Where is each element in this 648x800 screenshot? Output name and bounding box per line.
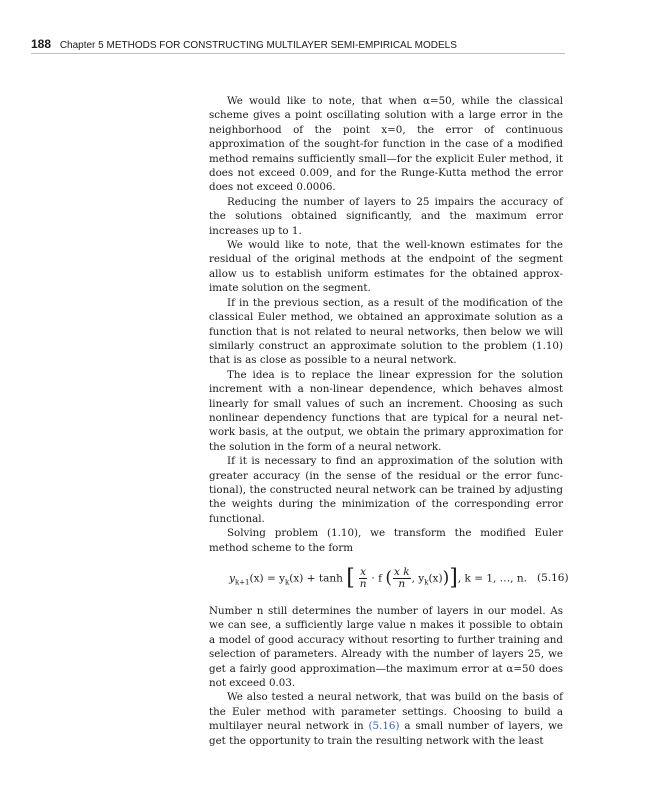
running-header bbox=[31, 37, 565, 53]
fraction-x-over-n: $\frac{x}{n}$ bbox=[359, 566, 367, 590]
paragraph-2: Reducing the number of layers to 25 impairs the accuracy of the solutions obtained significantly, and the maximum error increases up to 1. bbox=[209, 195, 563, 237]
running-title: Chapter 5 METHODS FOR CONSTRUCTING MULTILAYER SEMI-EMPIRICAL MODELS bbox=[59, 40, 457, 51]
paragraph-4: If in the previous section, as a result of the modification of the classical Euler method, we obtained an approximate solution as a function that is not related to neural networks, then below we will similarly construct an approximate solution to the problem (1.10) that is as close as possible to a neural network. bbox=[209, 296, 563, 367]
equation-number: (5.16) bbox=[536, 572, 569, 585]
paragraph-8: Number n still determines the number of layers in our model. As we can see, a sufficiently large value n makes it possible to obtain a model of good accuracy without resorting to further training and selection of parameters. Already with the number of layers 25, we get a fairly good approximation—the maximum error at α=50 does not exceed 0.03. bbox=[209, 605, 563, 690]
paragraph-5: The idea is to replace the linear expression for the solution increment with a non-linear dependence, which behaves almost linearly for small values of such an increment. Choosing as such nonlinear dependency functions that are typical for a neural network basis, at the output, we obtain the primary approximation for the solution in the form of a neural network. bbox=[209, 368, 563, 453]
equation-5-16 bbox=[229, 565, 569, 591]
paragraph-3: We would like to note, that the well-known estimates for the residual of the original methods at the endpoint of the segment allow us to establish uniform estimates for the obtained approximate solution on the segment. bbox=[209, 239, 563, 295]
paragraph-1: We would like to note, that when α=50, while the classical scheme gives a point oscillating solution with a large error in the neighborhood of the point x=0, the error of continuous approximation of the sought-for function in the case of a modified method remains sufficiently small—for the explicit Euler method, it does not exceed 0.009, and for the Runge-Kutta method the error does not exceed 0.0006. bbox=[209, 95, 563, 194]
equation-body: $y_{k+1}(x) = y_k(x) + \tanh$ [ $\frac{x}{n}$ · f ( $\frac{\text{x k}}{n}$ , $y_k(x)$)], k = 1, …, n. bbox=[229, 565, 527, 591]
equation-link[interactable]: (5.16) bbox=[368, 720, 400, 733]
body-text bbox=[209, 94, 569, 748]
paragraph-6: If it is necessary to find an approximation of the solution with greater accuracy (in the sense of the residual or the error functional), the constructed neural network can be trained by adjusting the weights during the minimization of the corresponding error functional. bbox=[209, 455, 563, 525]
page-number: 188 bbox=[31, 37, 52, 51]
paragraph-7: Solving problem (1.10), we transform the modified Euler method scheme to the form bbox=[209, 527, 563, 554]
fraction-xk-over-n: $\frac{\text{x k}}{n}$ bbox=[393, 566, 410, 590]
paragraph-9: We also tested a neural network, that was build on the basis of the Euler method with parameter settings. Choosing to build a multilayer neural network in (5.16) a small number of layers, we get the opportunity to train the resulting network with the least bbox=[209, 691, 563, 747]
header-rule bbox=[31, 53, 565, 54]
